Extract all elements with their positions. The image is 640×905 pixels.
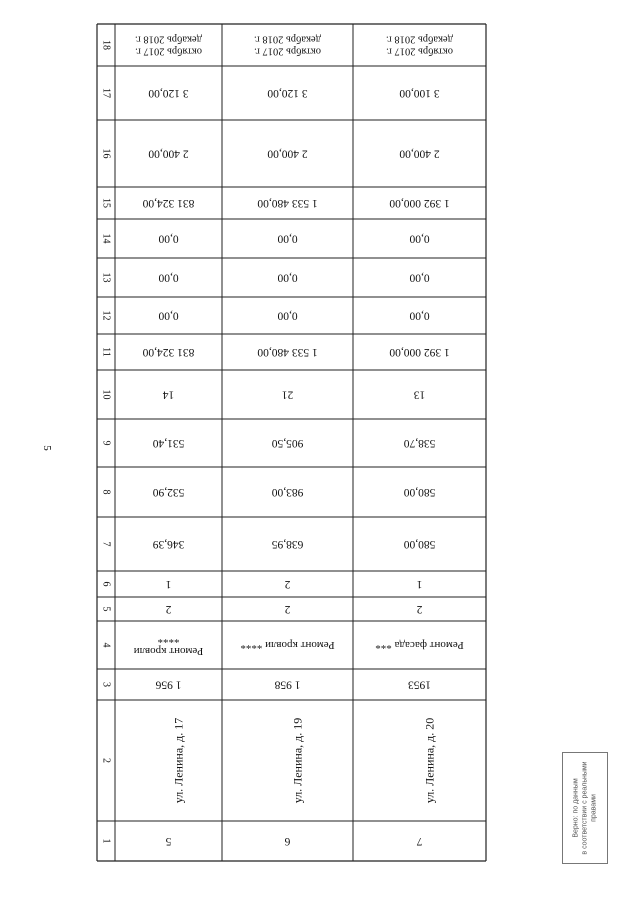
cell-value: 905,50 bbox=[271, 437, 304, 449]
column-number: 8 bbox=[100, 489, 112, 495]
cell-text-line: октябрь 2017 г. bbox=[135, 45, 202, 57]
column-number: 3 bbox=[100, 682, 112, 687]
cell-value: 0,00 bbox=[409, 271, 430, 284]
cell-text-line: декабрь 2018 г. bbox=[386, 33, 453, 45]
cell-value: 3 100,00 bbox=[399, 87, 440, 99]
cell-text-line: **** bbox=[157, 633, 180, 645]
cell-value: 3 120,00 bbox=[267, 87, 308, 99]
cell-value: 1 533 480,00 bbox=[257, 346, 318, 358]
cell-value: 831 324,00 bbox=[142, 346, 195, 358]
cell-value: 0,00 bbox=[277, 271, 298, 284]
cell-text-line: октябрь 2017 г. bbox=[254, 45, 321, 57]
cell-text-line: декабрь 2018 г. bbox=[254, 33, 321, 45]
cell-value: 0,00 bbox=[158, 232, 179, 245]
cell-text-line: Ремонт фасада *** bbox=[375, 639, 464, 651]
address-cell: ул. Ленина, д. 19 bbox=[290, 717, 305, 804]
stamp-line: правами bbox=[590, 794, 598, 822]
column-number: 14 bbox=[100, 233, 112, 244]
cell-value: 1 533 480,00 bbox=[257, 197, 318, 209]
cell-text-line: декабрь 2018 г. bbox=[135, 33, 202, 45]
cell-value: 1 392 000,00 bbox=[389, 346, 450, 358]
cell-value: 1 392 000,00 bbox=[389, 197, 450, 209]
cell-value: 14 bbox=[162, 388, 175, 401]
cell-value: 1953 bbox=[408, 678, 431, 691]
cell-value: 580,00 bbox=[403, 486, 436, 498]
cell-value: 2 bbox=[165, 603, 172, 615]
cell-value: 532,90 bbox=[152, 486, 185, 498]
cell-value: 0,00 bbox=[277, 309, 298, 322]
cell-value: 2 400,00 bbox=[267, 147, 308, 160]
cell-value: 0,00 bbox=[409, 309, 430, 322]
cell-value: 346,39 bbox=[152, 538, 185, 550]
cell-value: 5 bbox=[165, 835, 172, 847]
stamp-line: Верно: по данным bbox=[572, 778, 580, 838]
cell-value: 831 324,00 bbox=[142, 197, 195, 209]
stamp-line: в соответствии с реальными bbox=[581, 761, 589, 855]
cell-text-line: октябрь 2017 г. bbox=[386, 45, 453, 57]
cell-value: 580,00 bbox=[403, 538, 436, 550]
column-number: 15 bbox=[100, 198, 112, 208]
cell-value: 2 bbox=[284, 603, 291, 615]
cell-text-line: Ремонт кровли bbox=[133, 645, 204, 657]
column-number: 13 bbox=[100, 272, 112, 283]
cell-value: 638,95 bbox=[271, 538, 304, 550]
cell-value: 2 400,00 bbox=[148, 147, 189, 160]
cell-value: 7 bbox=[416, 835, 423, 847]
cell-value: 6 bbox=[284, 835, 291, 847]
column-number: 17 bbox=[100, 88, 112, 98]
cell-value: 3 120,00 bbox=[148, 87, 189, 99]
page-number: 5 bbox=[40, 445, 53, 451]
column-number: 10 bbox=[100, 389, 112, 400]
cell-value: 531,40 bbox=[152, 437, 185, 449]
cell-value: 2 bbox=[284, 578, 291, 590]
column-number: 1 bbox=[100, 838, 112, 844]
stamp-text bbox=[572, 754, 599, 862]
column-number: 11 bbox=[100, 347, 112, 357]
cell-value: 2 400,00 bbox=[399, 147, 440, 160]
column-number: 4 bbox=[100, 642, 112, 648]
cell-value: 1 956 bbox=[155, 678, 182, 691]
column-number: 5 bbox=[100, 606, 112, 612]
column-number: 18 bbox=[100, 40, 112, 50]
address-cell: ул. Ленина, д. 20 bbox=[422, 717, 437, 804]
cell-value: 1 bbox=[416, 578, 423, 590]
cell-value: 13 bbox=[413, 388, 426, 401]
cell-value: 0,00 bbox=[277, 232, 298, 245]
cell-value: 1 bbox=[165, 578, 172, 590]
column-number: 12 bbox=[100, 310, 112, 321]
cell-value: 983,00 bbox=[271, 486, 304, 498]
address-cell: ул. Ленина, д. 17 bbox=[171, 717, 186, 804]
table-cells bbox=[101, 34, 464, 848]
column-number: 16 bbox=[100, 148, 112, 159]
verification-stamp bbox=[562, 752, 608, 864]
column-number: 9 bbox=[100, 440, 112, 446]
cell-value: 0,00 bbox=[158, 309, 179, 322]
cell-value: 21 bbox=[281, 388, 294, 401]
cell-value: 1 958 bbox=[274, 678, 301, 691]
column-number: 7 bbox=[100, 541, 112, 547]
cell-value: 0,00 bbox=[158, 271, 179, 284]
cell-value: 538,70 bbox=[403, 437, 436, 449]
column-number: 6 bbox=[100, 581, 112, 587]
cell-value: 0,00 bbox=[409, 232, 430, 245]
cell-text-line: Ремонт кровли **** bbox=[240, 639, 335, 651]
column-number: 2 bbox=[100, 758, 112, 763]
cell-value: 2 bbox=[416, 603, 423, 615]
